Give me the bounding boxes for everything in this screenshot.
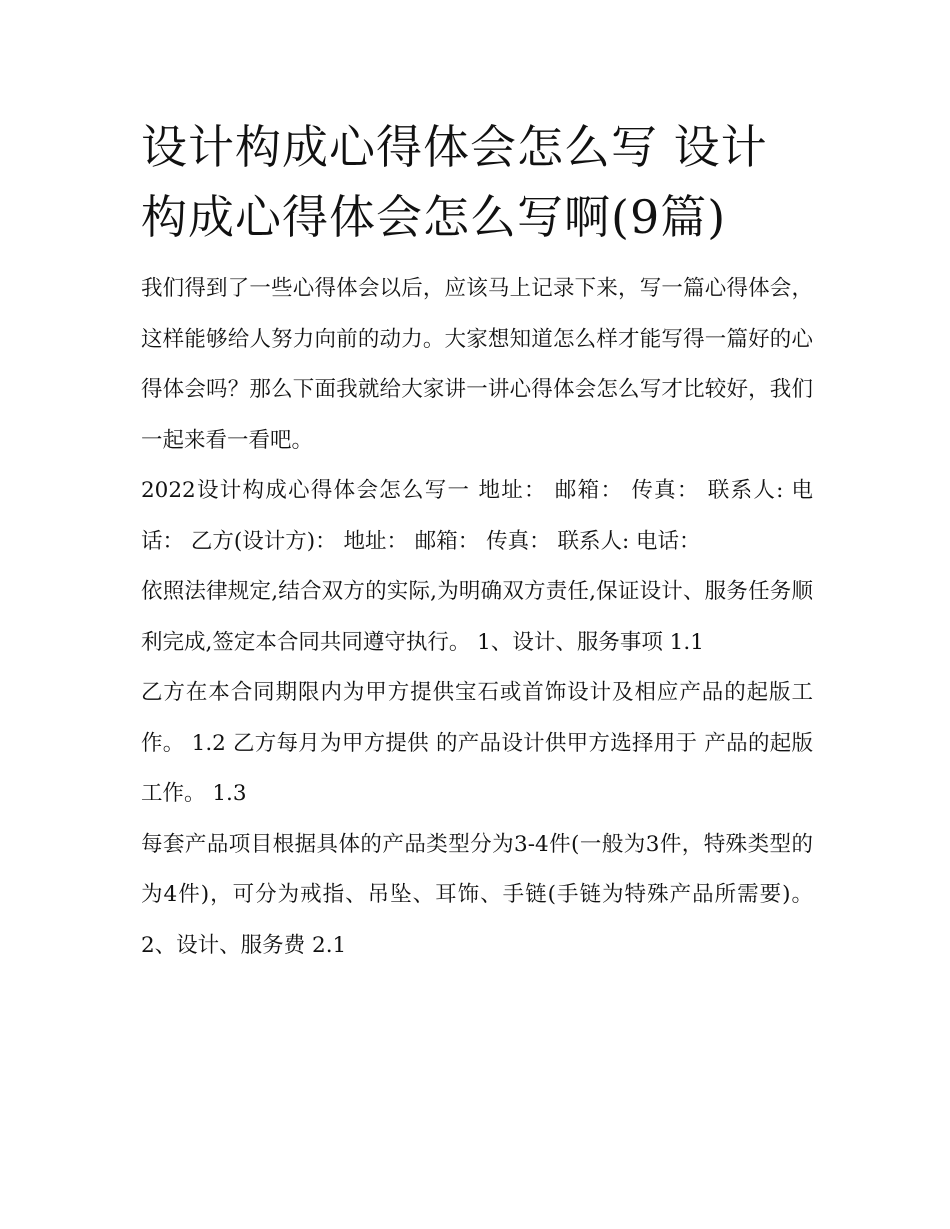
document-title: 设计构成心得体会怎么写 设计构成心得体会怎么写啊(9篇) [141,120,768,244]
paragraph-legal-basis: 依照法律规定,结合双方的实际,为明确双方责任,保证设计、服务任务顺利完成,签定本合同共同遵守执行。 1、设计、服务事项 1.1 [141,579,813,655]
document-page [141,112,813,971]
paragraph-intro: 我们得到了一些心得体会以后，应该马上记录下来，写一篇心得体会，这样能够给人努力向前的动力。大家想知道怎么样才能写得一篇好的心得体会吗？那么下面我就给大家讲一讲心得体会怎么写才比较好，我们一起来看一看吧。 [141,276,813,453]
paragraph-product-types: 每套产品项目根据具体的产品类型分为3-4件(一般为3件，特殊类型的为4件)，可分为戒指、吊坠、耳饰、手链(手链为特殊产品所需要)。 2、设计、服务费 2.1 [141,831,813,958]
paragraph-design-service: 乙方在本合同期限内为甲方提供宝石或首饰设计及相应产品的起版工作。 1.2 乙方每月为甲方提供 的产品设计供甲方选择用于 产品的起版工作。 1.3 [141,680,813,806]
paragraph-contact-info: 2022设计构成心得体会怎么写一 地址： 邮箱： 传真： 联系人: 电话： 乙方(设计方)： 地址： 邮箱： 传真： 联系人: 电话： [141,478,813,554]
